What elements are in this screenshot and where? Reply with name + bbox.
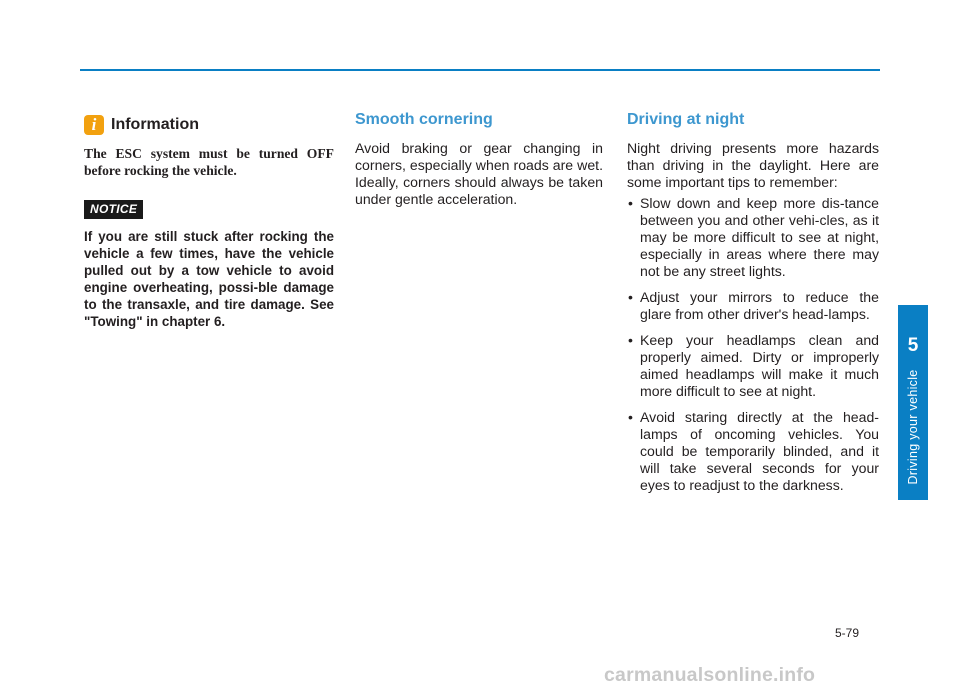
middle-column xyxy=(355,110,603,208)
smooth-cornering-text: Avoid braking or gear changing in corners, especially when roads are wet. Ideally, corners should always be taken under gentle acceleration. xyxy=(355,140,603,207)
header-rule xyxy=(80,69,880,71)
night-tips-list xyxy=(627,195,879,494)
notice-badge: NOTICE xyxy=(84,200,143,219)
chapter-label: Driving your vehicle xyxy=(906,369,920,485)
watermark: carmanualsonline.info xyxy=(604,664,816,686)
right-column xyxy=(627,110,879,503)
list-item: • Slow down and keep more dis-tance between you and other vehi-cles, as it may be more difficult to see at night, especially in areas where there may not be any street lights. xyxy=(627,195,879,280)
chapter-tab xyxy=(898,305,928,500)
list-item: • Keep your headlamps clean and properly aimed. Dirty or improperly aimed headlamps will make it much more difficult to see at night. xyxy=(627,332,879,400)
information-title: Information xyxy=(111,116,199,133)
information-text: The ESC system must be turned OFF before rocking the vehicle. xyxy=(84,146,334,178)
info-icon: i xyxy=(84,115,104,135)
smooth-cornering-title: Smooth cornering xyxy=(355,111,493,128)
left-column xyxy=(84,114,334,330)
driving-at-night-title: Driving at night xyxy=(627,111,745,128)
notice-text: If you are still stuck after rocking the vehicle a few times, have the vehicle pulled out by a tow vehicle to avoid engine overheating, possi-ble damage to the transaxle, and tire damage. See "Towing" in chapter 6. xyxy=(84,229,334,329)
chapter-number: 5 xyxy=(907,335,919,356)
list-item: • Avoid staring directly at the head-lamps of oncoming vehicles. You could be temporarily blinded, and it will take several seconds for your eyes to readjust to the darkness. xyxy=(627,409,879,494)
driving-at-night-intro: Night driving presents more hazards than driving in the daylight. Here are some important tips to remember: xyxy=(627,140,879,190)
page-number: 5-79 xyxy=(835,626,860,640)
list-item: • Adjust your mirrors to reduce the glare from other driver's head-lamps. xyxy=(627,289,879,323)
information-header xyxy=(84,114,334,136)
